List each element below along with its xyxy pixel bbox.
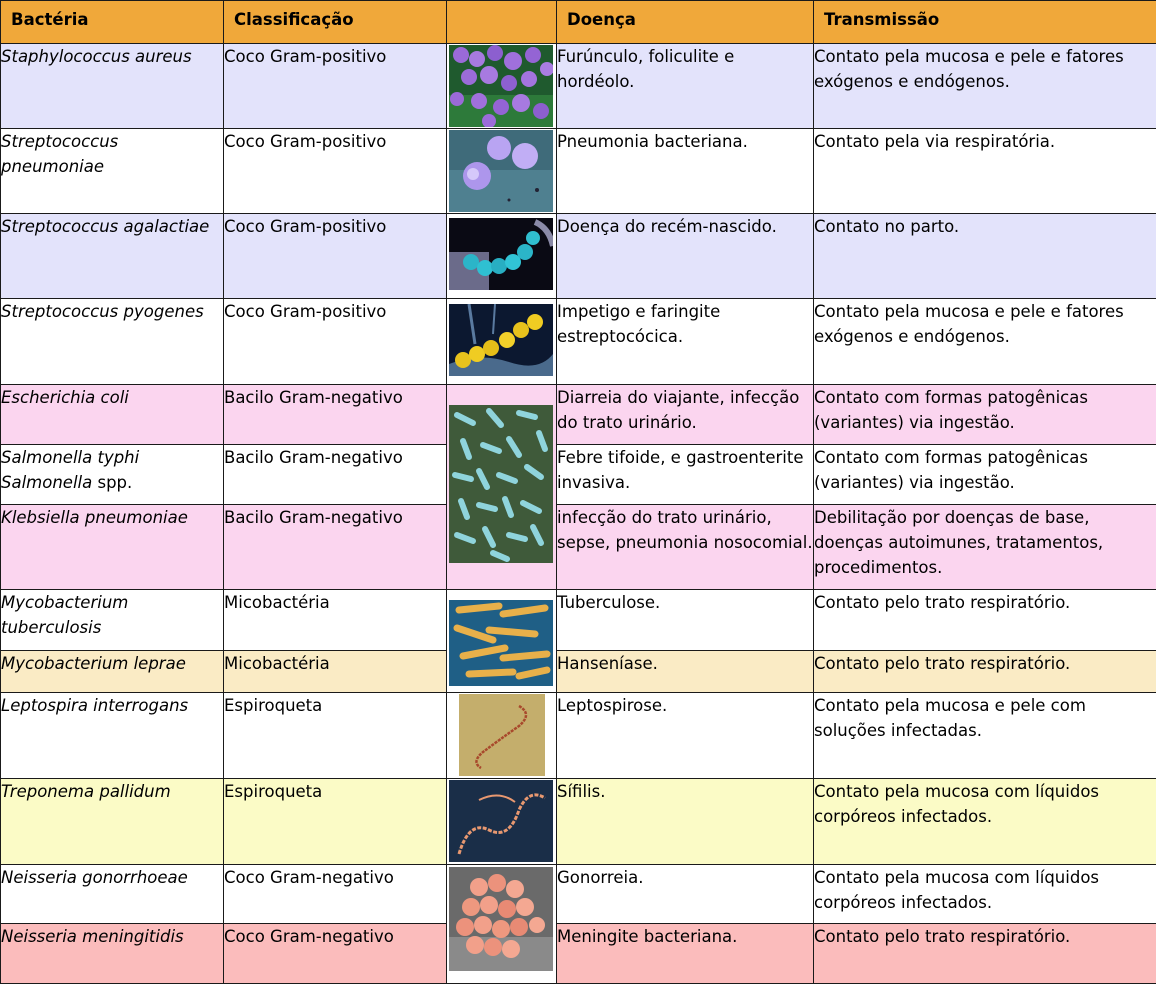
classification: Espiroqueta [224, 779, 447, 865]
bacteria-name [1, 445, 224, 505]
table-row [1, 590, 1156, 651]
header-bacteria: Bactéria [1, 1, 224, 44]
transmission: Contato com formas patogênicas (variantes) via ingestão. [814, 445, 1156, 505]
disease: Furúnculo, foliculite e hordéolo. [557, 44, 814, 129]
bacteria-name: Staphylococcus aureus [1, 44, 224, 129]
table-row [1, 505, 1156, 590]
transmission: Contato com formas patogênicas (variantes) via ingestão. [814, 385, 1156, 445]
classification: Espiroqueta [224, 693, 447, 779]
disease: infecção do trato urinário, sepse, pneumonia nosocomial. [557, 505, 814, 590]
image-cell [447, 44, 557, 129]
transmission: Contato pelo trato respiratório. [814, 924, 1156, 984]
disease: Impetigo e faringite estreptocócica. [557, 299, 814, 385]
table-row [1, 693, 1156, 779]
disease: Leptospirose. [557, 693, 814, 779]
table-row [1, 129, 1156, 214]
table-row [1, 214, 1156, 299]
transmission: Contato pela mucosa e pele e fatores exógenos e endógenos. [814, 299, 1156, 385]
image-cell [447, 129, 557, 214]
classification: Bacilo Gram-negativo [224, 445, 447, 505]
classification: Micobactéria [224, 651, 447, 693]
bacteria-name: Streptococcus agalactiae [1, 214, 224, 299]
bacteria-name: Streptococcus pyogenes [1, 299, 224, 385]
disease: Pneumonia bacteriana. [557, 129, 814, 214]
header-disease: Doença [557, 1, 814, 44]
disease: Sífilis. [557, 779, 814, 865]
mycobacterium-micrograph [449, 600, 553, 686]
image-cell [447, 693, 557, 779]
table-row [1, 924, 1156, 984]
disease: Diarreia do viajante, infecção do trato urinário. [557, 385, 814, 445]
transmission: Contato pela mucosa e pele com soluções infectadas. [814, 693, 1156, 779]
classification: Coco Gram-positivo [224, 214, 447, 299]
disease: Tuberculose. [557, 590, 814, 651]
bacteria-name: Neisseria gonorrhoeae [1, 865, 224, 924]
image-cell [447, 865, 557, 984]
transmission: Contato pelo trato respiratório. [814, 651, 1156, 693]
classification: Coco Gram-negativo [224, 865, 447, 924]
transmission: Contato no parto. [814, 214, 1156, 299]
disease: Meningite bacteriana. [557, 924, 814, 984]
classification: Coco Gram-positivo [224, 129, 447, 214]
classification: Coco Gram-positivo [224, 299, 447, 385]
transmission: Contato pela mucosa e pele e fatores exógenos e endógenos. [814, 44, 1156, 129]
bacteria-name: Streptococcus pneumoniae [1, 129, 224, 214]
bacteria-name-suffix: spp. [92, 473, 132, 492]
image-cell [447, 385, 557, 590]
classification: Coco Gram-negativo [224, 924, 447, 984]
staphylococcus-micrograph [449, 45, 553, 127]
disease: Hanseníase. [557, 651, 814, 693]
table-row [1, 445, 1156, 505]
bacteria-name: Mycobacterium leprae [1, 651, 224, 693]
agalactiae-chain-micrograph [449, 218, 553, 290]
bacteria-name-line1: Salmonella typhi [1, 448, 139, 467]
bacteria-name: Leptospira interrogans [1, 693, 224, 779]
image-cell [447, 779, 557, 865]
bacteria-name: Klebsiella pneumoniae [1, 505, 224, 590]
bacteria-name: Treponema pallidum [1, 779, 224, 865]
pyogenes-chain-micrograph [449, 304, 553, 376]
classification: Micobactéria [224, 590, 447, 651]
transmission: Contato pelo trato respiratório. [814, 590, 1156, 651]
image-cell [447, 590, 557, 693]
neisseria-micrograph [449, 867, 553, 971]
header-classification: Classificação [224, 1, 447, 44]
header-image [447, 1, 557, 44]
table-row [1, 385, 1156, 445]
header-transmission: Transmissão [814, 1, 1156, 44]
image-cell [447, 299, 557, 385]
disease: Doença do recém-nascido. [557, 214, 814, 299]
table-row [1, 44, 1156, 129]
transmission: Contato pela mucosa com líquidos corpóreos infectados. [814, 779, 1156, 865]
bacteria-name: Mycobacterium tuberculosis [1, 590, 224, 651]
bacilli-micrograph [449, 405, 553, 563]
pneumococcus-micrograph [449, 130, 553, 212]
transmission: Debilitação por doenças de base, doenças autoimunes, tratamentos, procedimentos. [814, 505, 1156, 590]
table-row [1, 651, 1156, 693]
treponema-micrograph [449, 780, 553, 862]
bacteria-name-line2: Salmonella [1, 473, 92, 492]
classification: Bacilo Gram-negativo [224, 505, 447, 590]
transmission: Contato pela mucosa com líquidos corpóreos infectados. [814, 865, 1156, 924]
transmission: Contato pela via respiratória. [814, 129, 1156, 214]
disease: Febre tifoide, e gastroenterite invasiva. [557, 445, 814, 505]
classification: Coco Gram-positivo [224, 44, 447, 129]
header-row [1, 1, 1156, 44]
classification: Bacilo Gram-negativo [224, 385, 447, 445]
table-row [1, 299, 1156, 385]
disease: Gonorreia. [557, 865, 814, 924]
table-row [1, 779, 1156, 865]
table-row [1, 865, 1156, 924]
bacteria-name: Escherichia coli [1, 385, 224, 445]
leptospira-micrograph [459, 694, 545, 776]
bacteria-name: Neisseria meningitidis [1, 924, 224, 984]
image-cell [447, 214, 557, 299]
